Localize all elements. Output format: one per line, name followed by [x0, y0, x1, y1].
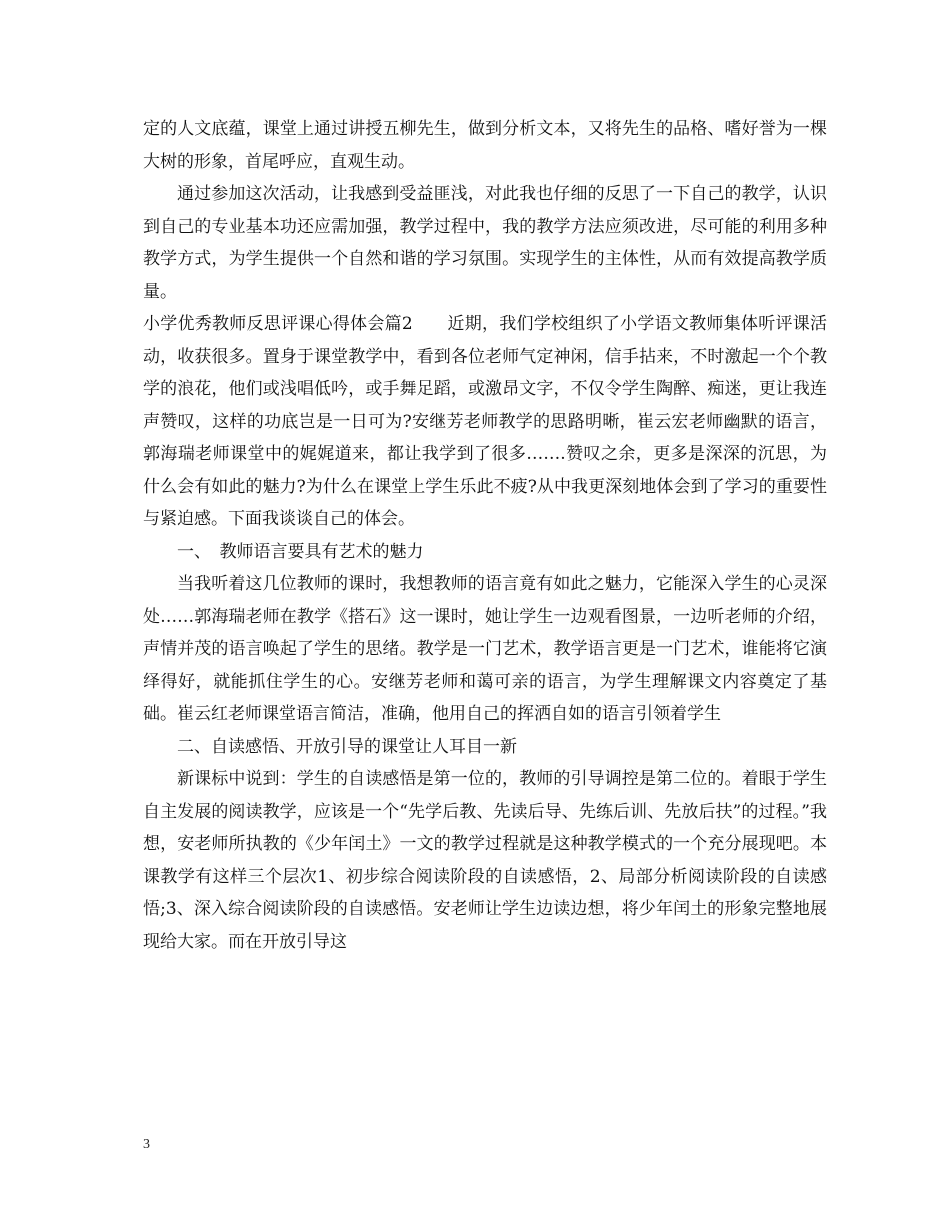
- page-number: 3: [143, 1137, 150, 1152]
- section-heading-2: 二、自读感悟、开放引导的课堂让人耳目一新: [177, 736, 517, 757]
- paragraph-continuation: 定的人文底蕴，课堂上通过讲授五柳先生，做到分析文本，又将先生的品格、嗜好誉为一棵大树的形象，首尾呼应，直观生动。: [143, 119, 827, 172]
- paragraph-reflection: 通过参加这次活动，让我感到受益匪浅，对此我也仔细的反思了一下自己的教学，认识到自己的专业基本功还应需加强，教学过程中，我的教学方法应须改进，尽可能的利用多种教学方式，为学生提供一个自然和谐的学习氛围。实现学生的主体性，从而有效提高教学质量。: [143, 184, 827, 302]
- section-heading-1: 一、 教师语言要具有艺术的魅力: [177, 541, 424, 562]
- document-body: [143, 113, 827, 958]
- paragraph-article-2-intro: 小学优秀教师反思评课心得体会篇2 近期，我们学校组织了小学语文教师集体听评课活动，收获很多。置身于课堂教学中，看到各位老师气定神闲，信手拈来，不时激起一个个教学的浪花，他们或浅唱低吟，或手舞足蹈，或激昂文字，不仅令学生陶醉、痴迷，更让我连声赞叹，这样的功底岂是一日可为?安继芳老师教学的思路明晰，崔云宏老师幽默的语言，郭海瑞老师课堂中的娓娓道来，都让我学到了很多…….赞叹之余，更多是深深的沉思，为什么会有如此的魅力?为什么在课堂上学生乐此不疲?从中我更深刻地体会到了学习的重要性与紧迫感。下面我谈谈自己的体会。: [143, 314, 827, 529]
- paragraph-self-reading: 新课标中说到：学生的自读感悟是第一位的，教师的引导调控是第二位的。着眼于学生自主发展的阅读教学，应该是一个“先学后教、先读后导、先练后训、先放后扶”的过程。”我想，安老师所执教的《少年闰土》一文的教学过程就是这种教学模式的一个充分展现吧。本课教学有这样三个层次1、初步综合阅读阶段的自读感悟，2、局部分析阅读阶段的自读感悟;3、深入综合阅读阶段的自读感悟。安老师让学生边读边想，将少年闰土的形象完整地展现给大家。而在开放引导这: [143, 769, 827, 952]
- paragraph-language-art: 当我听着这几位教师的课时，我想教师的语言竟有如此之魅力，它能深入学生的心灵深处……郭海瑞老师在教学《搭石》这一课时，她让学生一边观看图景，一边听老师的介绍，声情并茂的语言唤起了学生的思绪。教学是一门艺术，教学语言更是一门艺术，谁能将它演绎得好，就能抓住学生的心。安继芳老师和蔼可亲的语言，为学生理解课文内容奠定了基础。崔云红老师课堂语言简洁，准确，他用自己的挥洒自如的语言引领着学生: [143, 574, 827, 724]
